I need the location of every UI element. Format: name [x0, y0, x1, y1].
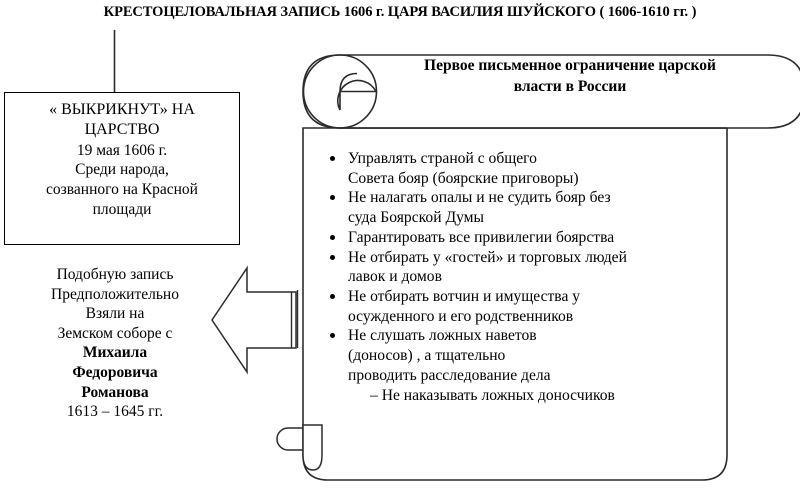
page-title: КРЕСТОЦЕЛОВАЛЬНАЯ ЗАПИСЬ 1606 г. ЦАРЯ ВАСИЛИЯ ШУЙСКОГО ( 1606-1610 гг. )	[103, 4, 697, 20]
list-item-line: (доносов) , а тщательно	[348, 347, 506, 365]
lower-left-line-4: Земском соборе с	[57, 324, 173, 342]
left-arrow	[212, 268, 296, 372]
left-box-line-6: площади	[92, 200, 152, 218]
list-item	[322, 248, 722, 287]
list-item	[322, 287, 722, 326]
lower-left-line-1: Подобную запись	[56, 266, 174, 283]
scroll-header	[360, 56, 780, 97]
list-item-sub-line: – Не наказывать ложных доносчиков	[370, 386, 615, 404]
left-info-box	[4, 92, 240, 245]
scroll-curl-bottom-left	[303, 425, 322, 470]
bullet-dot-icon	[330, 255, 335, 260]
list-item-line: Не отбирать у «гостей» и торговых людей	[348, 248, 627, 266]
list-item-line: Не слушать ложных наветов	[348, 327, 537, 345]
bullet-dot-icon	[330, 195, 335, 200]
list-item-line: проводить расследование дела	[348, 366, 551, 384]
left-box-line-1: « ВЫКРИКНУТ» НА	[49, 101, 195, 118]
list-item	[322, 326, 722, 405]
lower-left-note	[6, 265, 224, 422]
bullet-dot-icon	[330, 333, 335, 338]
lower-left-line-6: Федоровича	[72, 363, 158, 381]
scroll-curl-bottom-arc	[277, 428, 288, 450]
lower-left-line-7: Романова	[81, 383, 149, 401]
list-item	[322, 228, 722, 248]
scroll-header-line-1: Первое письменное ограничение царской	[424, 57, 716, 74]
list-item	[322, 188, 722, 227]
left-box-line-5: созванного на Красной	[46, 180, 198, 198]
lower-left-line-5: Михаила	[82, 344, 148, 362]
list-item-line: лавок и домов	[348, 268, 442, 286]
scroll-header-line-2: власти в России	[513, 77, 627, 95]
list-item-line: Не налагать опалы и не судить бояр без	[348, 189, 611, 207]
list-item-line: осужденного и его родственников	[348, 307, 574, 325]
bullet-dot-icon	[330, 156, 335, 161]
list-item-line: Совета бояр (боярские приговоры)	[348, 169, 579, 187]
list-item-line: Управлять страной с общего	[348, 150, 537, 167]
list-item-line: суда Боярской Думы	[348, 209, 485, 227]
left-box-line-2: ЦАРСТВО	[84, 121, 160, 139]
list-item-line: Не отбирать вотчин и имущества у	[348, 288, 581, 306]
lower-left-line-8: 1613 – 1645 гг.	[66, 403, 164, 421]
left-info-box-text	[5, 93, 239, 219]
bullet-dot-icon	[330, 294, 335, 299]
bullet-dot-icon	[330, 235, 335, 240]
obligations-list	[322, 149, 722, 405]
lower-left-line-3: Взяли на	[85, 305, 145, 323]
lower-left-line-2: Предположительно	[51, 285, 179, 303]
list-item	[322, 149, 722, 188]
left-box-line-4: Среди народа,	[75, 161, 169, 179]
left-box-line-3: 19 мая 1606 г.	[76, 141, 168, 159]
list-item-line: Гарантировать все привилегии боярства	[348, 228, 615, 246]
